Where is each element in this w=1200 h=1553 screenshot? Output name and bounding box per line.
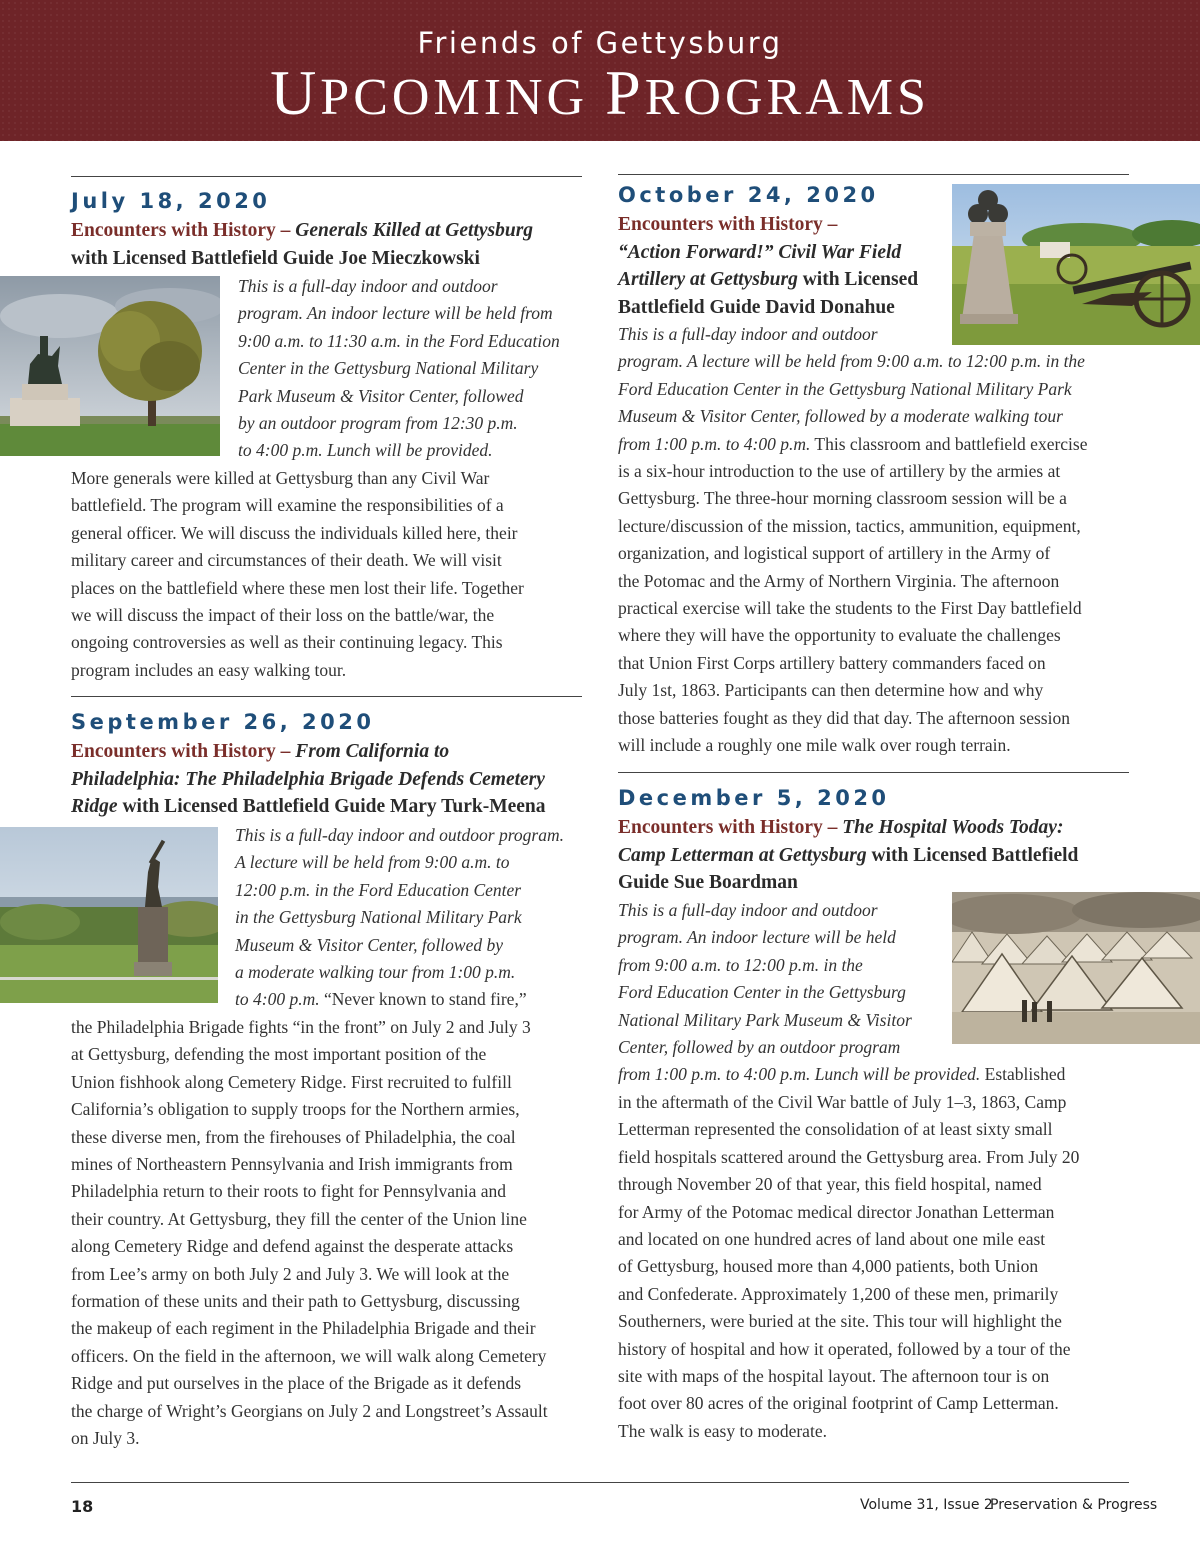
program-heading: Encounters with History – The Hospital Woods Today: Camp Letterman at Gettysburg with Licensed Battlefield Guide Sue Boardman — [618, 817, 1079, 893]
program-date: July 18, 2020 — [71, 189, 271, 213]
section-divider — [71, 696, 582, 697]
program-heading: Encounters with History – “Action Forward!” Civil War Field Artillery at Gettysburg with Licensed Battlefield Guide David Donahue — [618, 214, 919, 318]
program-heading: Encounters with History – From California to Philadelphia: The Philadelphia Brigade Defends Cemetery Ridge with Licensed Battlefield Guide Mary Turk-Meena — [71, 741, 546, 817]
masthead — [0, 0, 1200, 141]
brigade-monument-photo — [0, 827, 218, 1003]
program-schedule: This is a full-day indoor and outdoor program. An indoor lecture will be held from 9:00 a.m. to 11:30 a.m. in the Ford Education Center in the Gettysburg National Military Park Museum & Visitor Center, followed by an outdoor program from 12:30 p.m. to 4:00 p.m. Lunch will be provided. — [238, 276, 560, 461]
section-divider — [618, 174, 1129, 175]
program-description: the Philadelphia Brigade fights “in the front” on July 2 and July 3 at Gettysburg, defending the most important position of the Union fishhook along Cemetery Ridge. First recruited to fulfill California’s obligation to supply troops for the Northern armies, these diverse men, from the firehouses of Philadelphia, the coal mines of Northeastern Pennsylvania and Irish immigrants from Philadelphia return to their roots to fight for Pennsylvania and their country. At Gettysburg, they fill the center of the Union line along Cemetery Ridge and defend against the desperate attacks from Lee’s army on both July 2 and July 3. We will look at the formation of these units and their path to Gettysburg, discussing the makeup of each regiment in the Philadelphia Brigade and their officers. On the field in the afternoon, we will walk along Cemetery Ridge and put ourselves in the place of the Brigade as it defends the charge of Wright’s Georgians on July 2 and Longstreet’s Assault on July 3. — [71, 1017, 548, 1449]
masthead-kicker: Friends of Gettysburg — [417, 26, 783, 60]
program-description: is a six-hour introduction to the use of artillery by the armies at Gettysburg. The three-hour morning classroom session will be a lecture/discussion of the mission, tactics, ammunition, equipment, organization, and logistical support of artillery in the Army of the Potomac and the Army of Northern Virginia. The afternoon practical exercise will take the students to the First Day battlefield where they will have the opportunity to evaluate the challenges that Union First Corps artillery battery commanders faced on July 1st, 1863. Participants can then determine how and why those batteries fought as they did that day. The afternoon session will include a roughly one mile walk over rough terrain. — [618, 461, 1082, 756]
program-schedule: This is a full-day indoor and outdoor program. An indoor lecture will be held from 9:00 a.m. to 12:00 p.m. in the Ford Education Center in the Gettysburg National Military Park Museum & Visitor Center, followed by an outdoor program from 1:00 p.m. to 4:00 p.m. Lunch will be provided. Established — [618, 900, 1066, 1085]
program-date: October 24, 2020 — [618, 183, 879, 207]
publication-name: Preservation & Progress — [990, 1497, 1158, 1513]
program-heading: Encounters with History – Generals Killed at Gettysburg with Licensed Battlefield Guide Joe Mieczkowski — [71, 220, 534, 269]
section-divider — [618, 772, 1129, 773]
page-number: 18 — [71, 1497, 94, 1516]
statue-tree-photo — [0, 276, 220, 456]
program-date: September 26, 2020 — [71, 710, 375, 734]
volume-issue: Volume 31, Issue 2 — [860, 1497, 993, 1513]
program-schedule: This is a full-day indoor and outdoor program. A lecture will be held from 9:00 a.m. to 12:00 p.m. in the Ford Education Center in the Gettysburg National Military Park Museum & Visitor Center, followed by a moderate walking tour from 1:00 p.m. to 4:00 p.m. “Never known to stand fire,” — [235, 825, 564, 1010]
page-title: UPCOMING PROGRAMS — [270, 57, 930, 128]
footer-rule — [71, 1482, 1129, 1483]
program-date: December 5, 2020 — [618, 786, 890, 810]
section-divider — [71, 176, 582, 177]
program-description: More generals were killed at Gettysburg than any Civil War battlefield. The program will examine the responsibilities of a general officer. We will discuss the individuals killed here, their military career and circumstances of their death. We will visit places on the battlefield where these men lost their life. Together we will discuss the impact of their loss on the battle/war, the ongoing controversies as well as their continuing legacy. This program includes an easy walking tour. — [71, 468, 524, 680]
program-schedule: This is a full-day indoor and outdoor program. A lecture will be held from 9:00 a.m. to 12:00 p.m. in the Ford Education Center in the Gettysburg National Military Park Museum & Visitor Center, followed by a moderate walking tour from 1:00 p.m. to 4:00 p.m. This classroom and battlefield exercise — [618, 324, 1088, 454]
program-description: in the aftermath of the Civil War battle of July 1–3, 1863, Camp Letterman represented the consolidation of at least sixty small field hospitals scattered around the Gettysburg area. From July 20 through November 20 of that year, this field hospital, named for Army of the Potomac medical director Jonathan Letterman and located on one hundred acres of land about one mile east of Gettysburg, housed more than 4,000 patients, both Union and Confederate. Approximately 1,200 of these men, primarily Southerners, were buried at the site. This tour will highlight the history of hospital and how it operated, followed by a tour of the site with maps of the hospital layout. The afternoon tour is on foot over 80 acres of the original footprint of Camp Letterman. The walk is easy to moderate. — [618, 1092, 1080, 1441]
